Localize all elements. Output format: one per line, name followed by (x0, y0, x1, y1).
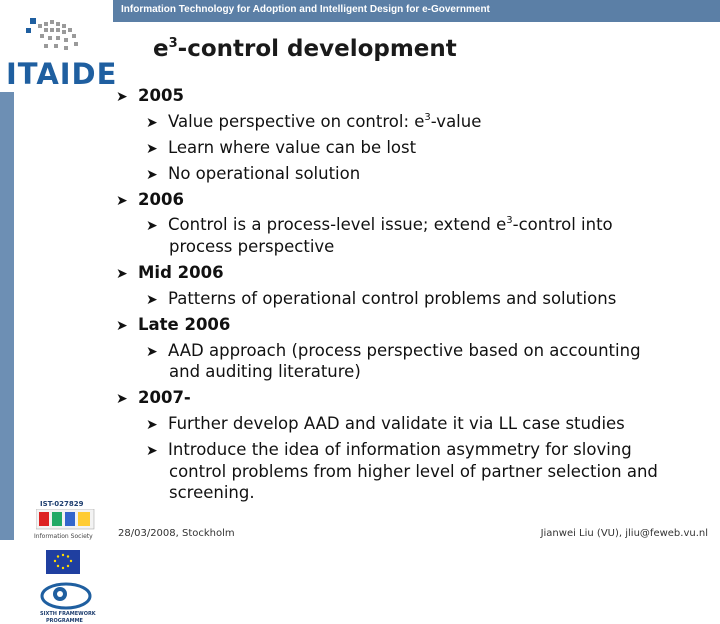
arrow-icon: ➤ (116, 193, 128, 209)
arrow-icon: ➤ (146, 141, 158, 157)
arrow-icon: ➤ (146, 167, 158, 183)
sub-bullet: ➤ Control is a process-level issue; extend $e^3$-control into (146, 215, 613, 234)
sub-bullet: ➤ Value perspective on control: $e^3$-value (146, 112, 482, 131)
info-society-label: Information Society (34, 533, 93, 540)
sixth-framework-icon (40, 580, 92, 610)
sub-bullet-continuation: screening. (169, 483, 255, 502)
arrow-icon: ➤ (116, 266, 128, 282)
ist-flags-icon (36, 509, 96, 531)
sub-bullet-continuation: control problems from higher level of partner selection and (169, 462, 658, 481)
bullet-2005: ➤ 2005 (116, 86, 184, 105)
sub-bullet: ➤ Learn where value can be lost (146, 138, 417, 157)
sub-bullet: ➤ Introduce the idea of information asymmetry for sloving (146, 440, 632, 459)
footer-author: Jianwei Liu (VU), jliu@feweb.vu.nl (540, 528, 708, 539)
footer-date-location: 28/03/2008, Stockholm (118, 528, 235, 539)
slide-title: $e^3$-control development (153, 36, 457, 62)
sub-bullet-continuation: and auditing literature) (169, 362, 361, 381)
sidebar-logos (0, 92, 113, 624)
ist-label: IST-027829 (40, 500, 84, 508)
sub-bullet: ➤ No operational solution (146, 164, 361, 183)
programme-label: PROGRAMME (46, 618, 83, 624)
top-banner (113, 0, 720, 22)
arrow-icon: ➤ (116, 391, 128, 407)
sub-bullet: ➤ Patterns of operational control problems and solutions (146, 289, 617, 308)
arrow-icon: ➤ (146, 218, 158, 234)
bullet-mid-2006: ➤ Mid 2006 (116, 263, 224, 282)
itaide-logo (0, 0, 118, 91)
eu-flag-icon (46, 550, 80, 574)
sub-bullet: ➤ AAD approach (process perspective based on accounting (146, 341, 641, 360)
sub-bullet-continuation: process perspective (169, 237, 335, 256)
arrow-icon: ➤ (116, 318, 128, 334)
bullet-2007: ➤ 2007- (116, 388, 191, 407)
arrow-icon: ➤ (146, 115, 158, 131)
sixth-framework-label: SIXTH FRAMEWORK (40, 611, 96, 617)
arrow-icon: ➤ (146, 292, 158, 308)
sub-bullet: ➤ Further develop AAD and validate it via LL case studies (146, 414, 625, 433)
arrow-icon: ➤ (146, 344, 158, 360)
arrow-icon: ➤ (116, 89, 128, 105)
banner-text: Information Technology for Adoption and Intelligent Design for e-Government (121, 4, 490, 15)
logo-dots-icon (0, 0, 113, 60)
arrow-icon: ➤ (146, 443, 158, 459)
arrow-icon: ➤ (146, 417, 158, 433)
bullet-late-2006: ➤ Late 2006 (116, 315, 231, 334)
bullet-2006: ➤ 2006 (116, 190, 184, 209)
logo-text: ITAIDE (6, 57, 118, 91)
